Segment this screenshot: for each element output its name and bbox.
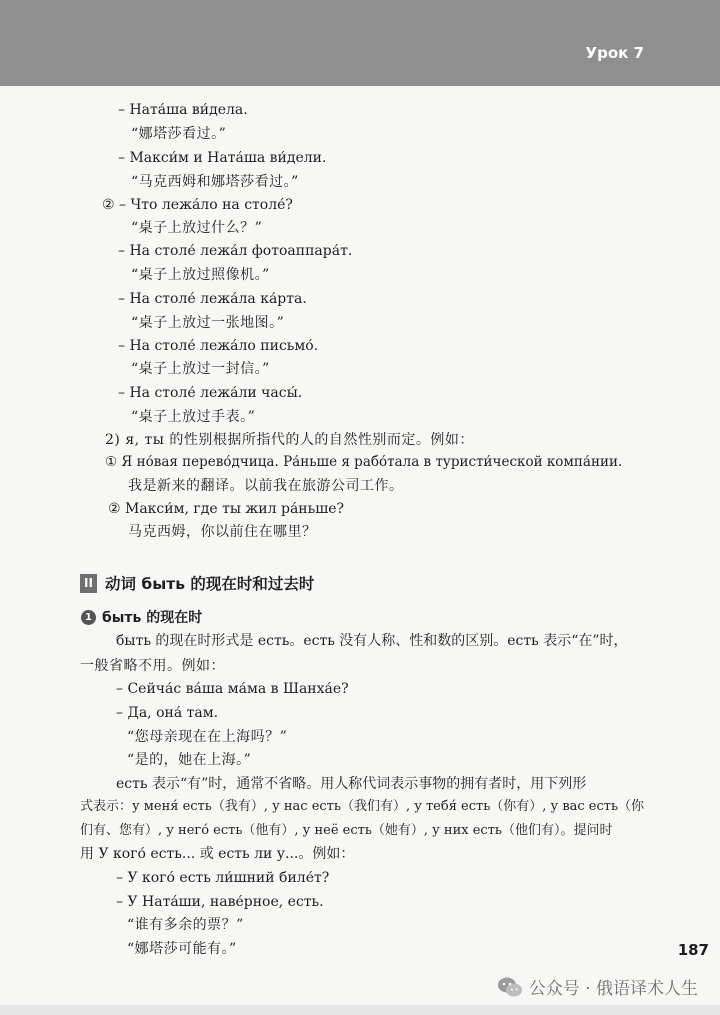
text-line: 式表示：у меня́ есть（我有）, у нас есть（我们有）, у тебя́ есть（你有）, у вас есть（你: [80, 799, 645, 814]
section-heading: [80, 572, 314, 594]
subsection-number-badge: 1: [81, 610, 96, 625]
text-line: – На столе́ лежа́ла ка́рта.: [118, 291, 307, 307]
wechat-icon: [497, 976, 523, 998]
text-line: – На столе́ лежа́ло письмо́.: [118, 338, 319, 354]
text-line: 一般省略不用。例如：: [80, 658, 225, 674]
watermark-text: 公众号 · 俄语译术人生: [528, 979, 698, 999]
text-line: “桌子上放过手表。”: [131, 409, 256, 425]
text-line: “桌子上放过照像机。”: [131, 267, 270, 283]
text-line: “您母亲现在在上海吗？”: [127, 729, 288, 745]
text-line: 用 У кого́ есть... 或 есть ли у...。例如：: [80, 846, 355, 862]
text-line: “娜塔莎看过。”: [131, 126, 227, 142]
text-line: “桌子上放过什么？”: [131, 220, 263, 236]
text-line: быть 的现在时形式是 есть。есть 没有人称、性和数的区别。есть 表示“在”时，: [116, 633, 628, 649]
text-line: 我是新来的翻译。以前我在旅游公司工作。: [128, 478, 404, 494]
text-line: “马克西姆和娜塔莎看过。”: [131, 174, 299, 190]
text-line: – Да, она́ там.: [116, 705, 219, 721]
text-line: – На столе́ лежа́л фотоаппара́т.: [118, 243, 353, 259]
lesson-label: Урок 7: [585, 44, 644, 62]
text-line: “桌子上放过一张地图。”: [131, 315, 285, 331]
text-line: 们有、您有）, у него́ есть（他有）, у неё есть（她有）, у них есть（他们有）。提问时: [80, 823, 613, 838]
text-line: ② – Что лежа́ло на столе́?: [102, 197, 293, 213]
section-number-badge: II: [80, 574, 97, 593]
text-line: – Ната́ша ви́дела.: [118, 102, 248, 118]
text-line: – Сейча́с ва́ша ма́ма в Шанха́е?: [116, 681, 349, 697]
text-line: “娜塔莎可能有。”: [127, 941, 237, 957]
text-line: – Макси́м и Ната́ша ви́дели.: [118, 150, 327, 166]
text-line: ① Я но́вая перево́дчица. Ра́ньше я рабо́тала в туристи́ческой компа́нии.: [105, 454, 623, 470]
page-number: 187: [677, 941, 709, 959]
text-line: – У Ната́ши, наве́рное, есть.: [116, 894, 324, 910]
text-line: – У кого́ есть ли́шний биле́т?: [116, 870, 330, 886]
text-line: “桌子上放过一封信。”: [131, 361, 270, 377]
text-line: “谁有多余的票？”: [127, 917, 244, 933]
subsection-heading: [81, 607, 202, 627]
bottom-edge: [0, 1005, 720, 1015]
text-line: – На столе́ лежа́ли часы́.: [118, 385, 303, 401]
text-line: 2) я, ты 的性别根据所指代的人的自然性别而定。例如：: [105, 432, 474, 448]
section-title: 动词 быть 的现在时和过去时: [105, 575, 315, 593]
subsection-title: быть 的现在时: [102, 610, 203, 626]
text-line: есть 表示“有”时，通常不省略。用人称代词表示事物的拥有者时，用下列形: [116, 776, 587, 792]
text-line: “是的，她在上海。”: [127, 752, 252, 768]
text-line: ② Макси́м, где ты жил ра́ньше?: [108, 501, 345, 517]
header-band: [0, 0, 720, 86]
watermark: [497, 974, 698, 999]
text-line: 马克西姆，你以前住在哪里？: [128, 524, 317, 540]
